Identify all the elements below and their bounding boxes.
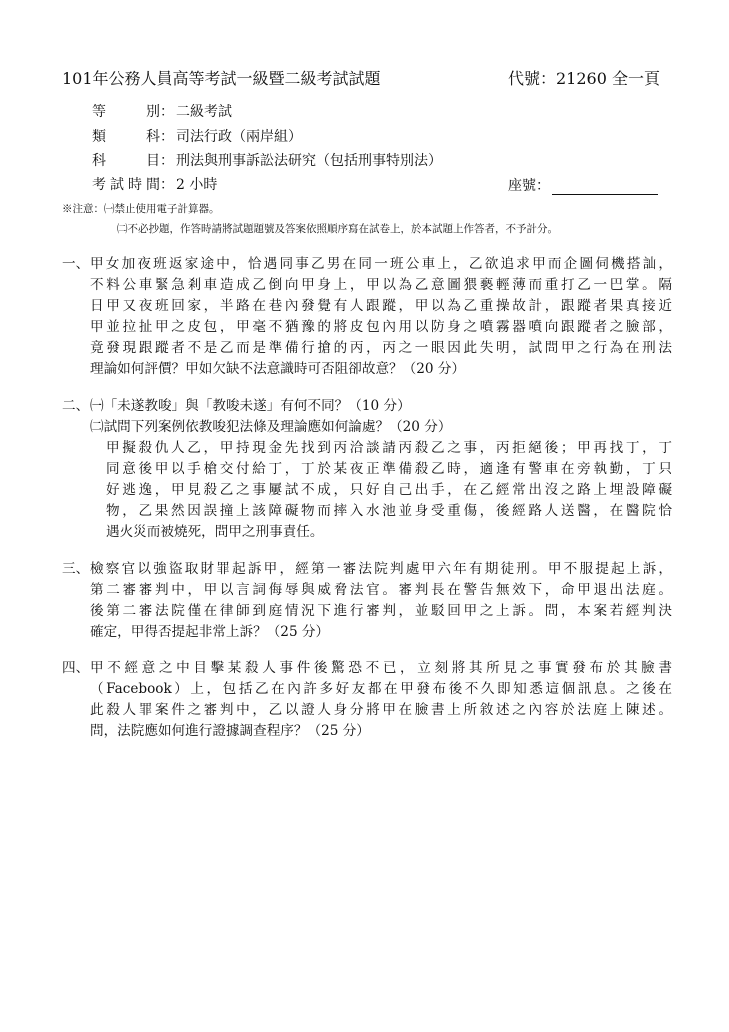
question-text-line: 此殺人罪案件之審判中，乙以證人身分將甲在臉書上所敘述之內容於法庭上陳述。 [90, 702, 672, 718]
meta-key: 類科 [92, 129, 160, 145]
meta-row-level: 等別 ： 二級考試 [92, 101, 232, 123]
seat-number-field [508, 175, 658, 195]
seat-blank-line [552, 179, 658, 195]
meta-row-category: 類科 ： 司法行政（兩岸組） [92, 126, 302, 148]
question-text-line: 不料公車緊急剎車造成乙倒向甲身上，甲以為乙意圖猥褻輕薄而重打乙一巴掌。隔 [90, 277, 672, 293]
question-number: 二、 [62, 398, 90, 414]
question-text-line: 甲不經意之中目擊某殺人事件後驚恐不已，立刻將其所見之事實發布於其臉書 [90, 660, 672, 676]
case-text-line: 物，乙果然因誤撞上該障礙物而摔入水池並身受重傷，後經路人送醫，在醫院恰 [106, 503, 672, 519]
question-2 [62, 396, 672, 543]
exam-title: 101年公務人員高等考試一級暨二級考試試題 [62, 69, 381, 88]
question-text-line: 甲女加夜班返家途中，恰遇同事乙男在同一班公車上，乙欲追求甲而企圖伺機搭訕， [90, 256, 672, 272]
question-text-line: （Facebook）上，包括乙在內許多好友都在甲發布後不久即知悉這個訊息。之後在 [90, 681, 672, 697]
case-text-line: 遇火災而被燒死，問甲之刑事責任。 [106, 524, 324, 540]
seat-label: 座號： [508, 178, 550, 194]
question-text-line: 日甲又夜班回家，半路在巷內發覺有人跟蹤，甲以為乙重操故計，跟蹤者果真接近 [90, 298, 672, 314]
question-1 [62, 254, 672, 380]
question-number: 一、 [62, 256, 90, 272]
notice-line-1: ※注意：㈠禁止使用電子計算器。 [62, 203, 220, 215]
case-text-line: 同意後甲以手槍交付給丁，丁於某夜正準備殺乙時，適逢有警車在旁執勤，丁只 [106, 461, 672, 477]
question-text-line: 竟發現跟蹤者不是乙而是準備行搶的丙，丙之一眼因此失明，試問甲之行為在刑法 [90, 340, 672, 356]
question-text-line: 理論如何評價？甲如欠缺不法意識時可否阻卻故意？（20 分） [90, 361, 466, 377]
question-number: 三、 [62, 561, 90, 577]
notice-line-2: ㈡不必抄題，作答時請將試題題號及答案依照順序寫在試卷上，於本試題上作答者，不予計分。 [117, 223, 558, 235]
meta-key: 科目 [92, 153, 160, 169]
meta-row-subject: 科目 ： 刑法與刑事訴訟法研究（包括刑事特別法） [92, 150, 442, 172]
meta-key: 等別 [92, 104, 160, 120]
question-text-line: 後第二審法院僅在律師到庭情況下進行審判，並駁回甲之上訴。問，本案若經判決 [90, 603, 672, 619]
meta-row-duration: 考試時間 ： 2 小時 [92, 174, 217, 196]
question-text-line: 甲並拉扯甲之皮包，甲毫不猶豫的將皮包內用以防身之噴霧器噴向跟蹤者之臉部， [90, 319, 672, 335]
meta-value: 司法行政（兩岸組） [176, 129, 302, 145]
question-4 [62, 658, 672, 742]
question-text-line: 檢察官以強盜取財罪起訴甲，經第一審法院判處甲六年有期徒刑。甲不服提起上訴， [90, 561, 672, 577]
sub-question-1: ㈠「未遂教唆」與「教唆未遂」有何不同？（10 分） [90, 398, 411, 414]
question-text-line: 第二審審判中，甲以言詞侮辱與威脅法官。審判長在警告無效下，命甲退出法庭。 [90, 582, 672, 598]
meta-key: 考試時間 [92, 177, 160, 193]
exam-code: 代號：21260 全一頁 [508, 69, 660, 88]
question-number: 四、 [62, 660, 90, 676]
sub-question-2: ㈡試問下列案例依教唆犯法條及理論應如何論處？（20 分） [90, 419, 452, 435]
question-text-line: 確定，甲得否提起非常上訴？（25 分） [90, 624, 330, 640]
case-text-line: 甲擬殺仇人乙，甲持現金先找到丙洽談請丙殺乙之事，丙拒絕後；甲再找丁，丁 [106, 440, 672, 456]
meta-value: 刑法與刑事訴訟法研究（包括刑事特別法） [176, 153, 442, 169]
meta-value: 二級考試 [176, 104, 232, 120]
question-text-line: 問，法院應如何進行證據調查程序？（25 分） [90, 723, 370, 739]
meta-value: 2 小時 [176, 177, 218, 193]
case-text-line: 好逃逸，甲見殺乙之事屢試不成，只好自己出手，在乙經常出沒之路上埋設障礙 [106, 482, 672, 498]
question-3 [62, 559, 672, 643]
